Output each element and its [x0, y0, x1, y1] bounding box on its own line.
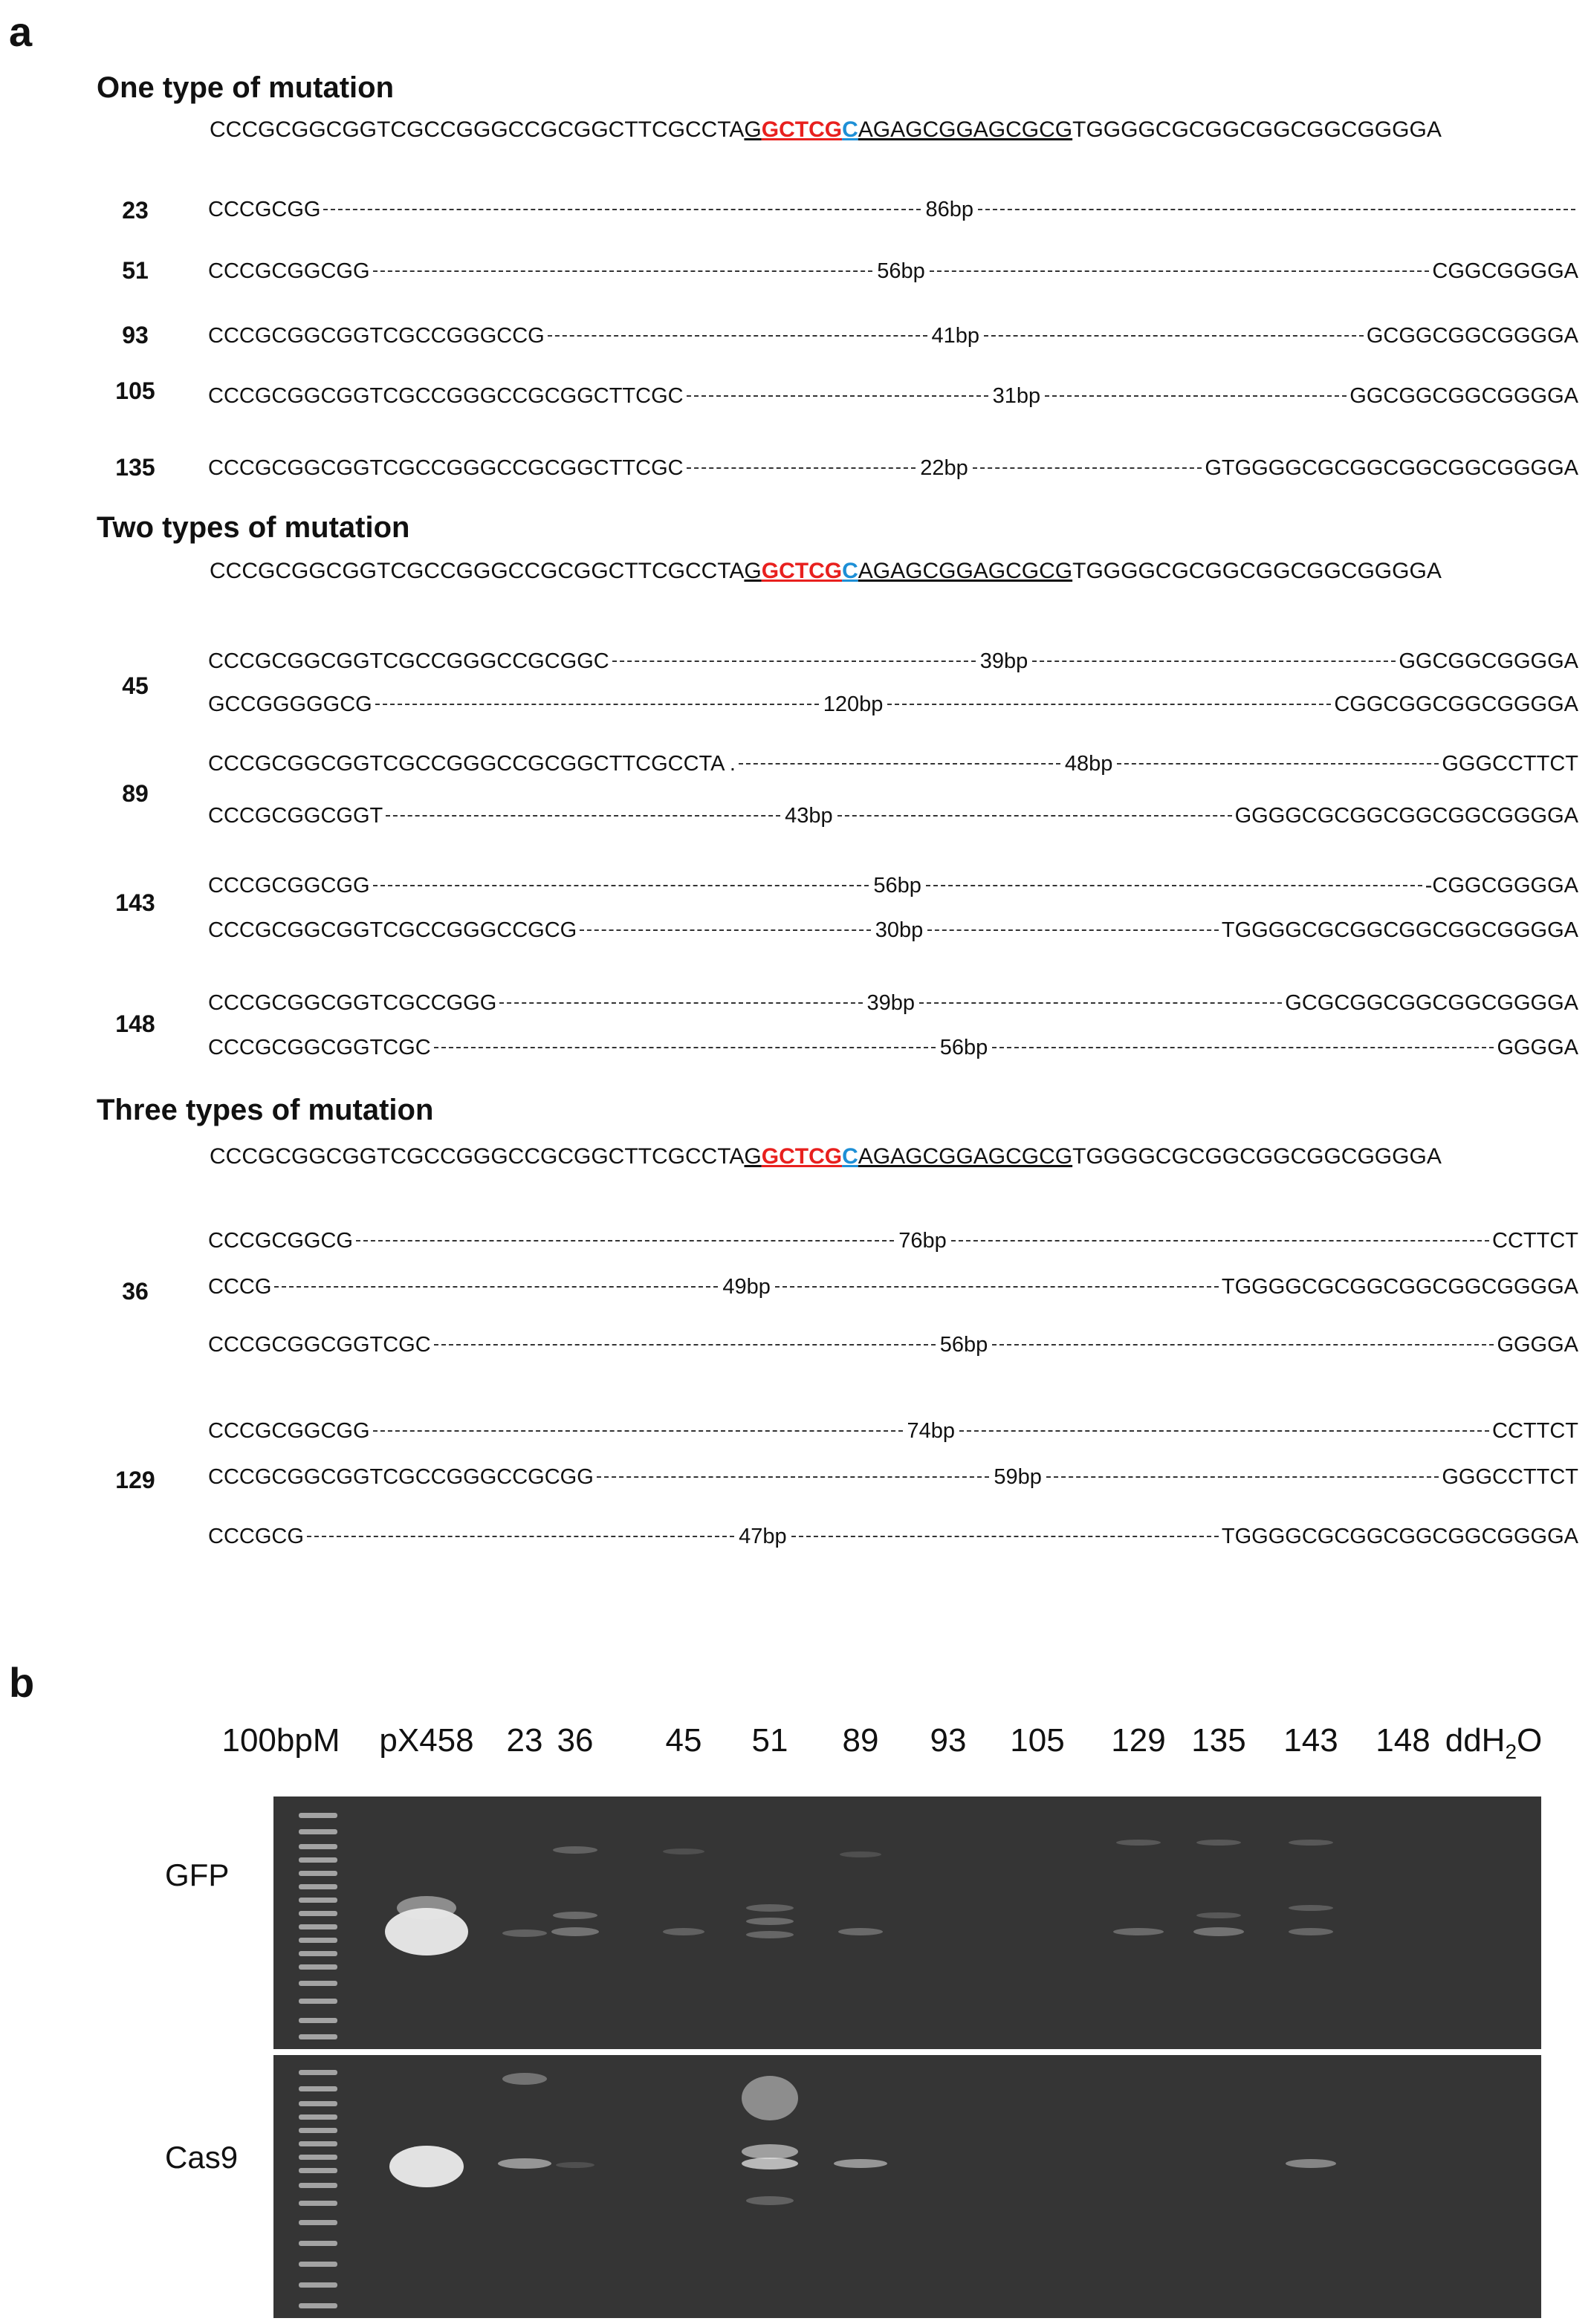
seq-left: CCCGCGGCGGTCGC — [208, 1332, 431, 1357]
deletion-line-left — [386, 815, 780, 817]
gel-band — [1196, 1840, 1241, 1846]
gel-band — [389, 2146, 464, 2187]
deletion-line-right — [927, 929, 1219, 931]
deletion-line-left — [434, 1344, 936, 1346]
ref-seg-red: GCTCG — [761, 117, 843, 142]
gel-band — [502, 2073, 547, 2085]
deletion-line-right — [930, 270, 1430, 272]
ref-seg-2: G — [744, 1144, 762, 1169]
ladder-band — [299, 2303, 337, 2308]
mutant-sequence-row — [208, 1462, 1578, 1492]
mutant-sequence-row — [208, 915, 1578, 945]
seq-left: CCCGCGGCGGTCGCCGGGCCGCGGCTTCGC — [208, 383, 684, 408]
gel-band — [746, 1931, 794, 1938]
section-title: One type of mutation — [97, 71, 394, 104]
seq-left: CCCGCGGCGG — [208, 1418, 370, 1443]
deletion-size: 120bp — [823, 692, 884, 716]
lane-label: 23 — [506, 1722, 543, 1759]
mutant-sequence-row — [208, 749, 1578, 779]
gel-band — [1289, 1928, 1333, 1935]
deletion-line-right — [973, 467, 1202, 469]
lane-label: ddH$_2$O — [1445, 1722, 1543, 1763]
seq-left: CCCGCGGCGGT — [208, 803, 383, 828]
clone-id: 135 — [115, 454, 155, 481]
ladder-band — [299, 2070, 337, 2075]
seq-left: CCCGCGG — [208, 197, 321, 221]
mutant-sequence-row — [208, 1033, 1578, 1062]
seq-left: CCCGCGGCG — [208, 1228, 353, 1253]
mutant-sequence-row — [208, 256, 1578, 286]
ref-seg-red: GCTCG — [761, 559, 843, 583]
ladder-band — [299, 2128, 337, 2133]
gel-band — [663, 1928, 704, 1935]
deletion-size: 31bp — [992, 383, 1041, 408]
deletion-line-left — [612, 660, 976, 662]
section-title: Two types of mutation — [97, 511, 410, 544]
deletion-line-right — [992, 1047, 1494, 1048]
ref-seg-blue: C — [842, 1144, 858, 1169]
clone-id: 23 — [122, 197, 149, 224]
seq-right: CGGCGGGGA — [1432, 259, 1578, 283]
mutant-sequence-row — [208, 871, 1578, 900]
seq-right: GTGGGGCGCGGCGGCGGCGGGGA — [1205, 455, 1579, 480]
ref-seg-blue: C — [842, 117, 858, 142]
deletion-line-right — [1046, 1476, 1439, 1478]
deletion-line-right — [837, 815, 1232, 817]
deletion-size: 49bp — [722, 1274, 771, 1299]
ref-seg-2: G — [744, 117, 762, 142]
seq-left: CCCGCGGCGGTCGCCGGGCCGCGGCTTCGCCTA . — [208, 751, 736, 776]
gel-band — [551, 1927, 599, 1936]
gel-band — [553, 1846, 597, 1854]
mutant-sequence-row — [208, 1272, 1578, 1302]
mutant-sequence-row — [208, 1330, 1578, 1360]
deletion-line-left — [580, 929, 871, 931]
deletion-line-left — [323, 209, 921, 210]
gel-band — [838, 1928, 883, 1935]
lane-label: 93 — [930, 1722, 967, 1759]
deletion-line-right — [887, 704, 1331, 705]
gel-row-label: GFP — [165, 1857, 230, 1892]
clone-id: 105 — [115, 377, 155, 404]
lane-label: 51 — [751, 1722, 788, 1759]
gel-band — [1193, 1927, 1244, 1936]
ladder-band — [299, 2141, 337, 2146]
cas9-gel-svg — [273, 2055, 1541, 2318]
ladder-band — [299, 2086, 337, 2091]
deletion-line-right — [984, 335, 1364, 337]
ladder-band — [299, 2018, 337, 2023]
mutant-sequence-row — [208, 988, 1578, 1018]
deletion-line-right — [1045, 395, 1347, 397]
ref-seg-5: AGAGCGGAGCGCG — [858, 117, 1073, 142]
gel-band — [746, 1918, 794, 1925]
gel-band — [834, 2159, 887, 2168]
ladder-band — [299, 1911, 337, 1916]
clone-id: 45 — [122, 672, 149, 699]
gel-band — [1289, 1905, 1333, 1911]
deletion-line-right — [791, 1536, 1219, 1537]
deletion-line-left — [499, 1002, 862, 1004]
mutant-sequence-row — [208, 689, 1578, 719]
seq-right: GGGGA — [1497, 1035, 1579, 1059]
lane-label: 89 — [842, 1722, 879, 1759]
lane-label: 45 — [665, 1722, 702, 1759]
deletion-size: 56bp — [939, 1332, 988, 1357]
seq-right: GGGGCGCGGCGGCGGCGGGGA — [1234, 803, 1578, 828]
gel-band — [1286, 2159, 1336, 2168]
deletion-line-left — [274, 1286, 718, 1288]
ref-seg-1: CCCGCGGCGGTCGCCGGGCCGCGGCTTCGCCTA — [210, 1144, 745, 1169]
panel-a-label: a — [9, 8, 33, 55]
clone-id: 36 — [122, 1278, 149, 1305]
deletion-line-left — [375, 704, 819, 705]
gel-band — [1196, 1912, 1241, 1918]
seq-right: GGCGGCGGCGGGGA — [1349, 383, 1579, 408]
seq-left: CCCGCGGCGGTCGCCGGGCCGCGGC — [208, 649, 609, 673]
deletion-line-left — [373, 885, 869, 886]
mutant-sequence-row — [208, 1226, 1578, 1256]
clone-id: 148 — [115, 1010, 155, 1037]
mutant-sequence-row — [208, 1416, 1578, 1446]
gel-band — [502, 1929, 547, 1937]
reference-sequence — [210, 117, 1442, 143]
gel-shade — [273, 2055, 1541, 2318]
ladder-band — [299, 1938, 337, 1943]
ref-seg-6: TGGGGCGCGGCGGCGGCGGGGA — [1072, 117, 1442, 142]
mutant-sequence-row — [208, 195, 1578, 224]
section-title: Three types of mutation — [97, 1094, 434, 1126]
ref-seg-5: AGAGCGGAGCGCG — [858, 559, 1073, 583]
lane-label: 36 — [557, 1722, 594, 1759]
ladder-band — [299, 2101, 337, 2106]
seq-left: CCCGCG — [208, 1524, 304, 1548]
lane-label: 129 — [1111, 1722, 1166, 1759]
gel-band — [397, 1896, 456, 1920]
gel-band — [1116, 1840, 1161, 1846]
mutant-sequence-row — [208, 321, 1578, 351]
clone-id: 93 — [122, 322, 149, 348]
deletion-line-right — [919, 1002, 1282, 1004]
ladder-band — [299, 2034, 337, 2039]
gel-band — [746, 2196, 794, 2205]
deletion-size: 56bp — [939, 1035, 988, 1059]
deletion-line-right — [1117, 763, 1439, 765]
ref-seg-6: TGGGGCGCGGCGGCGGCGGGGA — [1072, 1144, 1442, 1169]
deletion-line-right — [926, 885, 1422, 886]
ladder-band — [299, 1964, 337, 1970]
lane-label: 135 — [1191, 1722, 1246, 1759]
ref-seg-2: G — [744, 559, 762, 583]
mutant-sequence-row — [208, 801, 1578, 831]
lane-label: 143 — [1283, 1722, 1338, 1759]
ladder-band — [299, 2168, 337, 2173]
ladder-band — [299, 1981, 337, 1986]
seq-left: CCCGCGGCGGTCGCCGGGCCGCGG — [208, 1464, 594, 1489]
ladder-band — [299, 1951, 337, 1956]
gel-band — [742, 2158, 798, 2169]
seq-right: GGGCCTTCT — [1442, 751, 1578, 776]
ladder-band — [299, 2282, 337, 2288]
gel-band — [1289, 1840, 1333, 1846]
ladder-band — [299, 1829, 337, 1834]
deletion-size: 43bp — [785, 803, 833, 828]
deletion-line-left — [687, 467, 916, 469]
deletion-line-right — [951, 1240, 1489, 1241]
ref-seg-5: AGAGCGGAGCGCG — [858, 1144, 1073, 1169]
ladder-band — [299, 2241, 337, 2246]
gel-band — [498, 2158, 551, 2169]
ladder-band — [299, 1999, 337, 2004]
panel-b-label: b — [9, 1659, 35, 1706]
gel-band — [746, 1904, 794, 1912]
deletion-line-right — [775, 1286, 1219, 1288]
seq-left: CCCG — [208, 1274, 272, 1299]
lane-label: 105 — [1010, 1722, 1065, 1759]
seq-left: GCCGGGGGCG — [208, 692, 372, 716]
deletion-line-left — [597, 1476, 990, 1478]
deletion-size: 56bp — [873, 873, 921, 898]
ladder-band — [299, 2262, 337, 2267]
deletion-line-right — [1032, 660, 1396, 662]
deletion-line-right — [959, 1430, 1489, 1432]
gel-image-gfp — [273, 1796, 1541, 2049]
deletion-line-left — [307, 1536, 734, 1537]
seq-right: GCGGCGGCGGGGA — [1366, 323, 1579, 348]
seq-left: CCCGCGGCGGTCGCCGGGCCGCG — [208, 918, 577, 942]
deletion-size: 86bp — [925, 197, 973, 221]
gel-image-cas9 — [273, 2055, 1541, 2318]
mutant-sequence-row — [208, 646, 1578, 676]
ref-seg-1: CCCGCGGCGGTCGCCGGGCCGCGGCTTCGCCTA — [210, 117, 745, 142]
ladder-band — [299, 2220, 337, 2225]
deletion-line-right — [992, 1344, 1494, 1346]
deletion-line-left — [373, 270, 873, 272]
seq-right: CGGCGGCGGCGGGGA — [1334, 692, 1579, 716]
deletion-line-left — [739, 763, 1060, 765]
gel-band — [1113, 1928, 1164, 1935]
deletion-size: 74bp — [907, 1418, 956, 1443]
clone-id: 143 — [115, 889, 155, 916]
gel-band — [742, 2144, 798, 2159]
deletion-size: 22bp — [920, 455, 968, 480]
deletion-size: 39bp — [979, 649, 1028, 673]
clone-id: 129 — [115, 1467, 155, 1493]
seq-right: GGCGGCGGGGA — [1399, 649, 1579, 673]
ladder-band — [299, 2201, 337, 2206]
deletion-size: 30bp — [875, 918, 924, 942]
ladder-band — [299, 1871, 337, 1876]
deletion-line-right — [978, 209, 1575, 210]
gel-band — [556, 2162, 594, 2168]
lane-label: 100bpM — [221, 1722, 340, 1759]
seq-right: CCTTCT — [1492, 1418, 1578, 1443]
gel-band — [663, 1849, 704, 1854]
ladder-band — [299, 2114, 337, 2120]
ref-seg-blue: C — [842, 559, 858, 583]
seq-right: TGGGGCGCGGCGGCGGCGGGGA — [1221, 1274, 1579, 1299]
seq-left: CCCGCGGCGG — [208, 259, 370, 283]
gel-band — [742, 2076, 798, 2120]
lane-label-subscript: 2 — [1505, 1739, 1517, 1763]
ladder-band — [299, 1857, 337, 1863]
mutant-sequence-row — [208, 453, 1578, 483]
seq-right: TGGGGCGCGGCGGCGGCGGGGA — [1221, 1524, 1579, 1548]
ref-seg-red: GCTCG — [761, 1144, 843, 1169]
seq-left: CCCGCGGCGGTCGCCGGG — [208, 990, 497, 1015]
ladder-band — [299, 2183, 337, 2188]
ref-seg-6: TGGGGCGCGGCGGCGGCGGGGA — [1072, 559, 1442, 583]
seq-left: CCCGCGGCGG — [208, 873, 370, 898]
mutant-sequence-row — [208, 1522, 1578, 1551]
deletion-line-left — [373, 1430, 903, 1432]
deletion-size: 41bp — [931, 323, 980, 348]
ladder-band — [299, 2155, 337, 2160]
deletion-size: 56bp — [877, 259, 925, 283]
deletion-line-left — [434, 1047, 936, 1048]
deletion-size: 39bp — [866, 990, 916, 1015]
ref-seg-1: CCCGCGGCGGTCGCCGGGCCGCGGCTTCGCCTA — [210, 559, 745, 583]
deletion-size: 76bp — [898, 1228, 947, 1253]
deletion-line-left — [687, 395, 988, 397]
seq-left: CCCGCGGCGGTCGC — [208, 1035, 431, 1059]
seq-right: GCGCGGCGGCGGCGGGGA — [1285, 990, 1579, 1015]
clone-id: 51 — [122, 257, 149, 284]
clone-id: 89 — [122, 780, 149, 807]
deletion-size: 59bp — [994, 1464, 1042, 1489]
gfp-gel-svg — [273, 1796, 1541, 2049]
ladder-band — [299, 1898, 337, 1903]
gel-band — [553, 1912, 597, 1919]
deletion-size: 48bp — [1064, 751, 1113, 776]
seq-left: CCCGCGGCGGTCGCCGGGCCG — [208, 323, 545, 348]
deletion-line-left — [356, 1240, 894, 1241]
ladder-band — [299, 1844, 337, 1849]
gel-band — [840, 1851, 881, 1857]
reference-sequence — [210, 559, 1442, 584]
lane-label: pX458 — [379, 1722, 474, 1759]
gel-row-label: Cas9 — [165, 2140, 239, 2175]
seq-right: CCTTCT — [1492, 1228, 1579, 1253]
seq-right: GGGCCTTCT — [1442, 1464, 1579, 1489]
ladder-band — [299, 1924, 337, 1929]
mutant-sequence-row — [208, 381, 1578, 411]
reference-sequence — [210, 1144, 1442, 1169]
lane-label: 148 — [1375, 1722, 1430, 1759]
seq-left: CCCGCGGCGGTCGCCGGGCCGCGGCTTCGC — [208, 455, 684, 480]
seq-right: TGGGGCGCGGCGGCGGCGGGGA — [1221, 918, 1578, 942]
seq-right: GGGGA — [1497, 1332, 1579, 1357]
deletion-size: 47bp — [739, 1524, 787, 1548]
ladder-band — [299, 1884, 337, 1889]
ladder-band — [299, 1813, 337, 1818]
deletion-line-left — [548, 335, 927, 337]
seq-right: -CGGCGGGGA — [1425, 873, 1578, 898]
